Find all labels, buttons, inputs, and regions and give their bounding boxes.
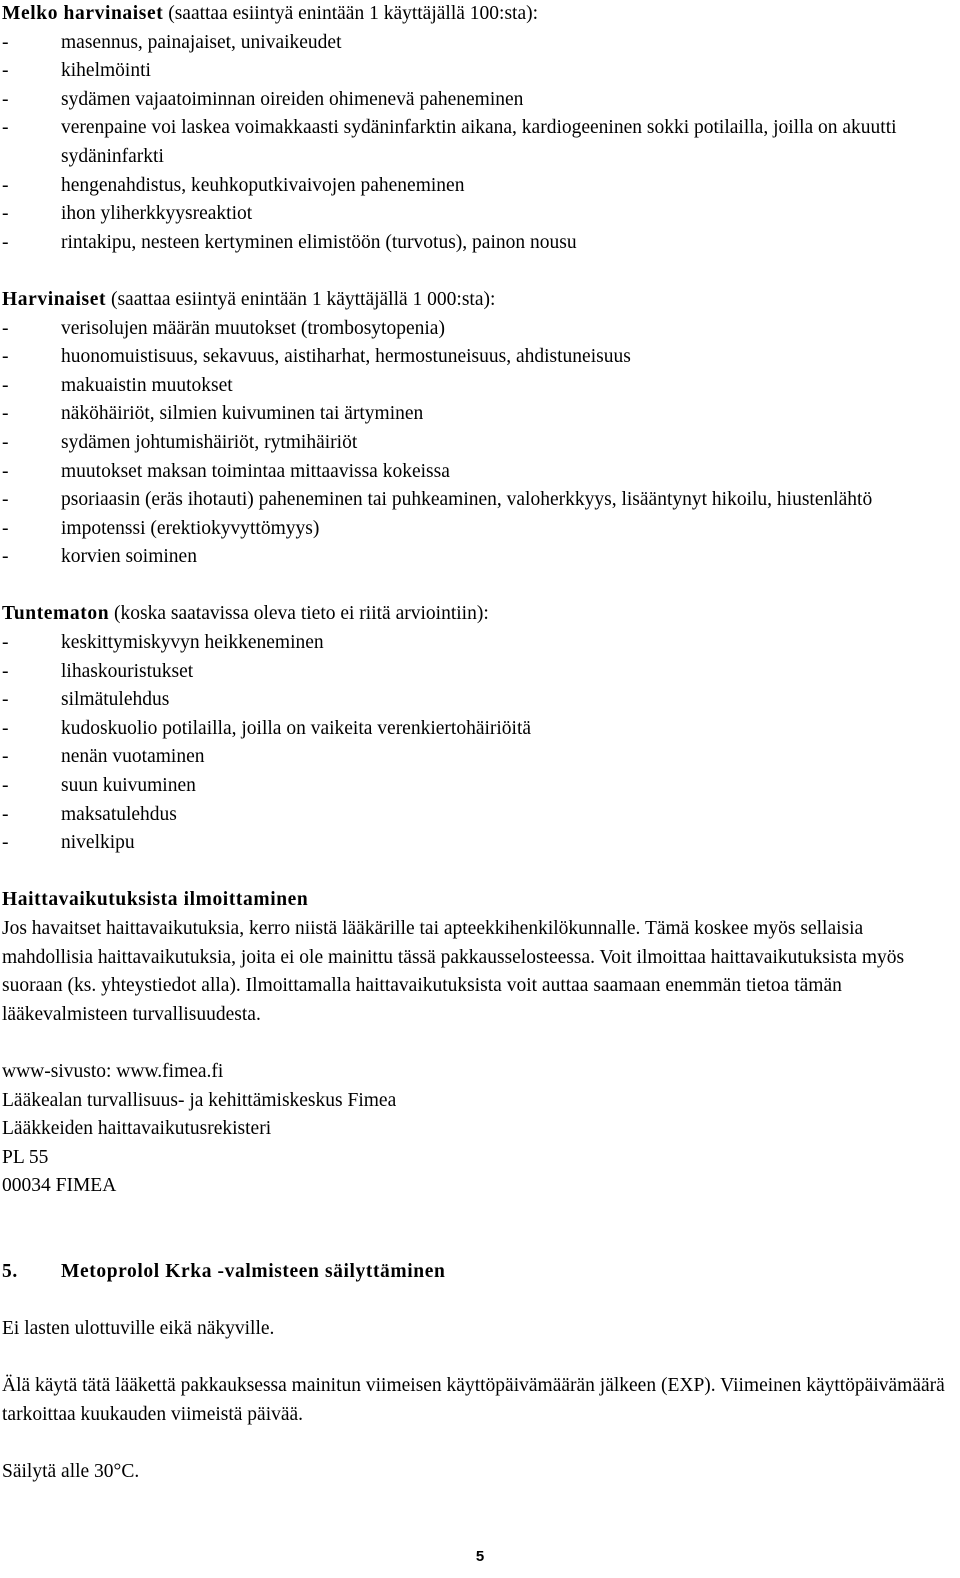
unknown-subtitle: (koska saatavissa oleva tieto ei riitä arviointiin):	[109, 603, 489, 625]
reporting-heading: Haittavaikutuksista ilmoittaminen	[2, 889, 309, 911]
list-item: - hengenahdistus, keuhkoputkivaivojen paheneminen	[2, 174, 465, 196]
uncommon-heading: Melko harvinaiset	[2, 3, 164, 24]
address-line: PL 55	[2, 1146, 49, 1168]
list-item: - nenän vuotaminen	[2, 746, 205, 768]
list-item: - ihon yliherkkyysreaktiot	[2, 203, 253, 225]
address-line: 00034 FIMEA	[2, 1175, 117, 1197]
address-line: Lääkealan turvallisuus- ja kehittämiskeskus Fimea	[2, 1089, 397, 1111]
list-item: - psoriaasin (eräs ihotauti) paheneminen tai puhkeaminen, valoherkkyys, lisääntynyt hikoilu, hiustenlähtö	[2, 489, 873, 511]
list-item: - rintakipu, nesteen kertyminen elimistöön (turvotus), painon nousu	[2, 231, 577, 253]
section-number: 5.	[2, 1260, 18, 1282]
uncommon-list	[2, 29, 954, 258]
list-item: - nivelkipu	[2, 832, 135, 854]
section-5-title	[2, 1258, 954, 1287]
list-item: - silmätulehdus	[2, 689, 170, 711]
rare-list	[2, 315, 954, 572]
list-item: - kudoskuolio potilailla, joilla on vaikeita verenkiertohäiriöitä	[2, 717, 532, 739]
unknown-list	[2, 629, 954, 858]
storage-paragraph-1: Ei lasten ulottuville eikä näkyville.	[2, 1318, 275, 1340]
list-item: - muutokset maksan toimintaa mittaavissa kokeissa	[2, 460, 450, 482]
document-page	[2, 0, 954, 1487]
reporting-paragraph: Jos havaitset haittavaikutuksia, kerro niistä lääkärille tai apteekkihenkilökunnalle. Tämä koskee myös sellaisia mahdollisia haittavaikutuksia, joita ei ole mainittu tässä pakkausselosteessa. Voit ilmoittaa haittavaikutuksista myös suoraan (ks. yhteystiedot alla). Ilmoittamalla haittavaikutuksista voit auttaa saamaan enemmän tietoa tämän lääkevalmisteen turvallisuudesta.	[2, 918, 905, 1025]
address-line: www-sivusto: www.fimea.fi	[2, 1060, 224, 1082]
list-item: - lihaskouristukset	[2, 660, 194, 682]
storage-paragraph-3: Säilytä alle 30°C.	[2, 1461, 140, 1483]
list-item: - keskittymiskyvyn heikkeneminen	[2, 632, 324, 654]
list-item: - makuaistin muutokset	[2, 374, 233, 396]
rare-heading: Harvinaiset	[2, 288, 107, 310]
list-item: - näköhäiriöt, silmien kuivuminen tai ärtyminen	[2, 403, 424, 425]
list-item: - sydämen vajaatoiminnan oireiden ohimenevä paheneminen	[2, 88, 524, 110]
reporting-address	[2, 1058, 954, 1201]
list-item: - huonomuistisuus, sekavuus, aistiharhat, hermostuneisuus, ahdistuneisuus	[2, 346, 631, 368]
list-item: - verisolujen määrän muutokset (trombosytopenia)	[2, 317, 445, 339]
list-item: - maksatulehdus	[2, 803, 177, 825]
address-line: Lääkkeiden haittavaikutusrekisteri	[2, 1118, 272, 1140]
unknown-heading-line	[2, 600, 954, 629]
page-number: 5	[475, 1548, 485, 1565]
list-item: - suun kuivuminen	[2, 775, 196, 797]
storage-paragraph-2: Älä käytä tätä lääkettä pakkauksessa mainitun viimeisen käyttöpäivämäärän jälkeen (EXP). Viimeinen käyttöpäivämäärä tarkoittaa kuukauden viimeistä päivää.	[2, 1375, 945, 1425]
section-title: Metoprolol Krka -valmisteen säilyttäminen	[61, 1260, 446, 1282]
unknown-heading: Tuntematon	[2, 603, 110, 625]
rare-heading-line	[2, 286, 954, 315]
list-item: - masennus, painajaiset, univaikeudet	[2, 31, 342, 53]
reporting-heading-line	[2, 886, 954, 915]
list-item: - korvien soiminen	[2, 546, 197, 568]
list-item: - verenpaine voi laskea voimakkaasti sydäninfarktin aikana, kardiogeeninen sokki potilailla, joilla on akuutti sydäninfarkti	[2, 117, 897, 167]
list-item: - kihelmöinti	[2, 60, 151, 82]
list-item: - sydämen johtumishäiriöt, rytmihäiriöt	[2, 431, 358, 453]
uncommon-heading-line	[2, 0, 954, 29]
list-item: - impotenssi (erektiokyvyttömyys)	[2, 517, 320, 539]
rare-subtitle: (saattaa esiintyä enintään 1 käyttäjällä 1 000:sta):	[106, 288, 496, 310]
uncommon-subtitle: (saattaa esiintyä enintään 1 käyttäjällä 100:sta):	[163, 3, 539, 24]
